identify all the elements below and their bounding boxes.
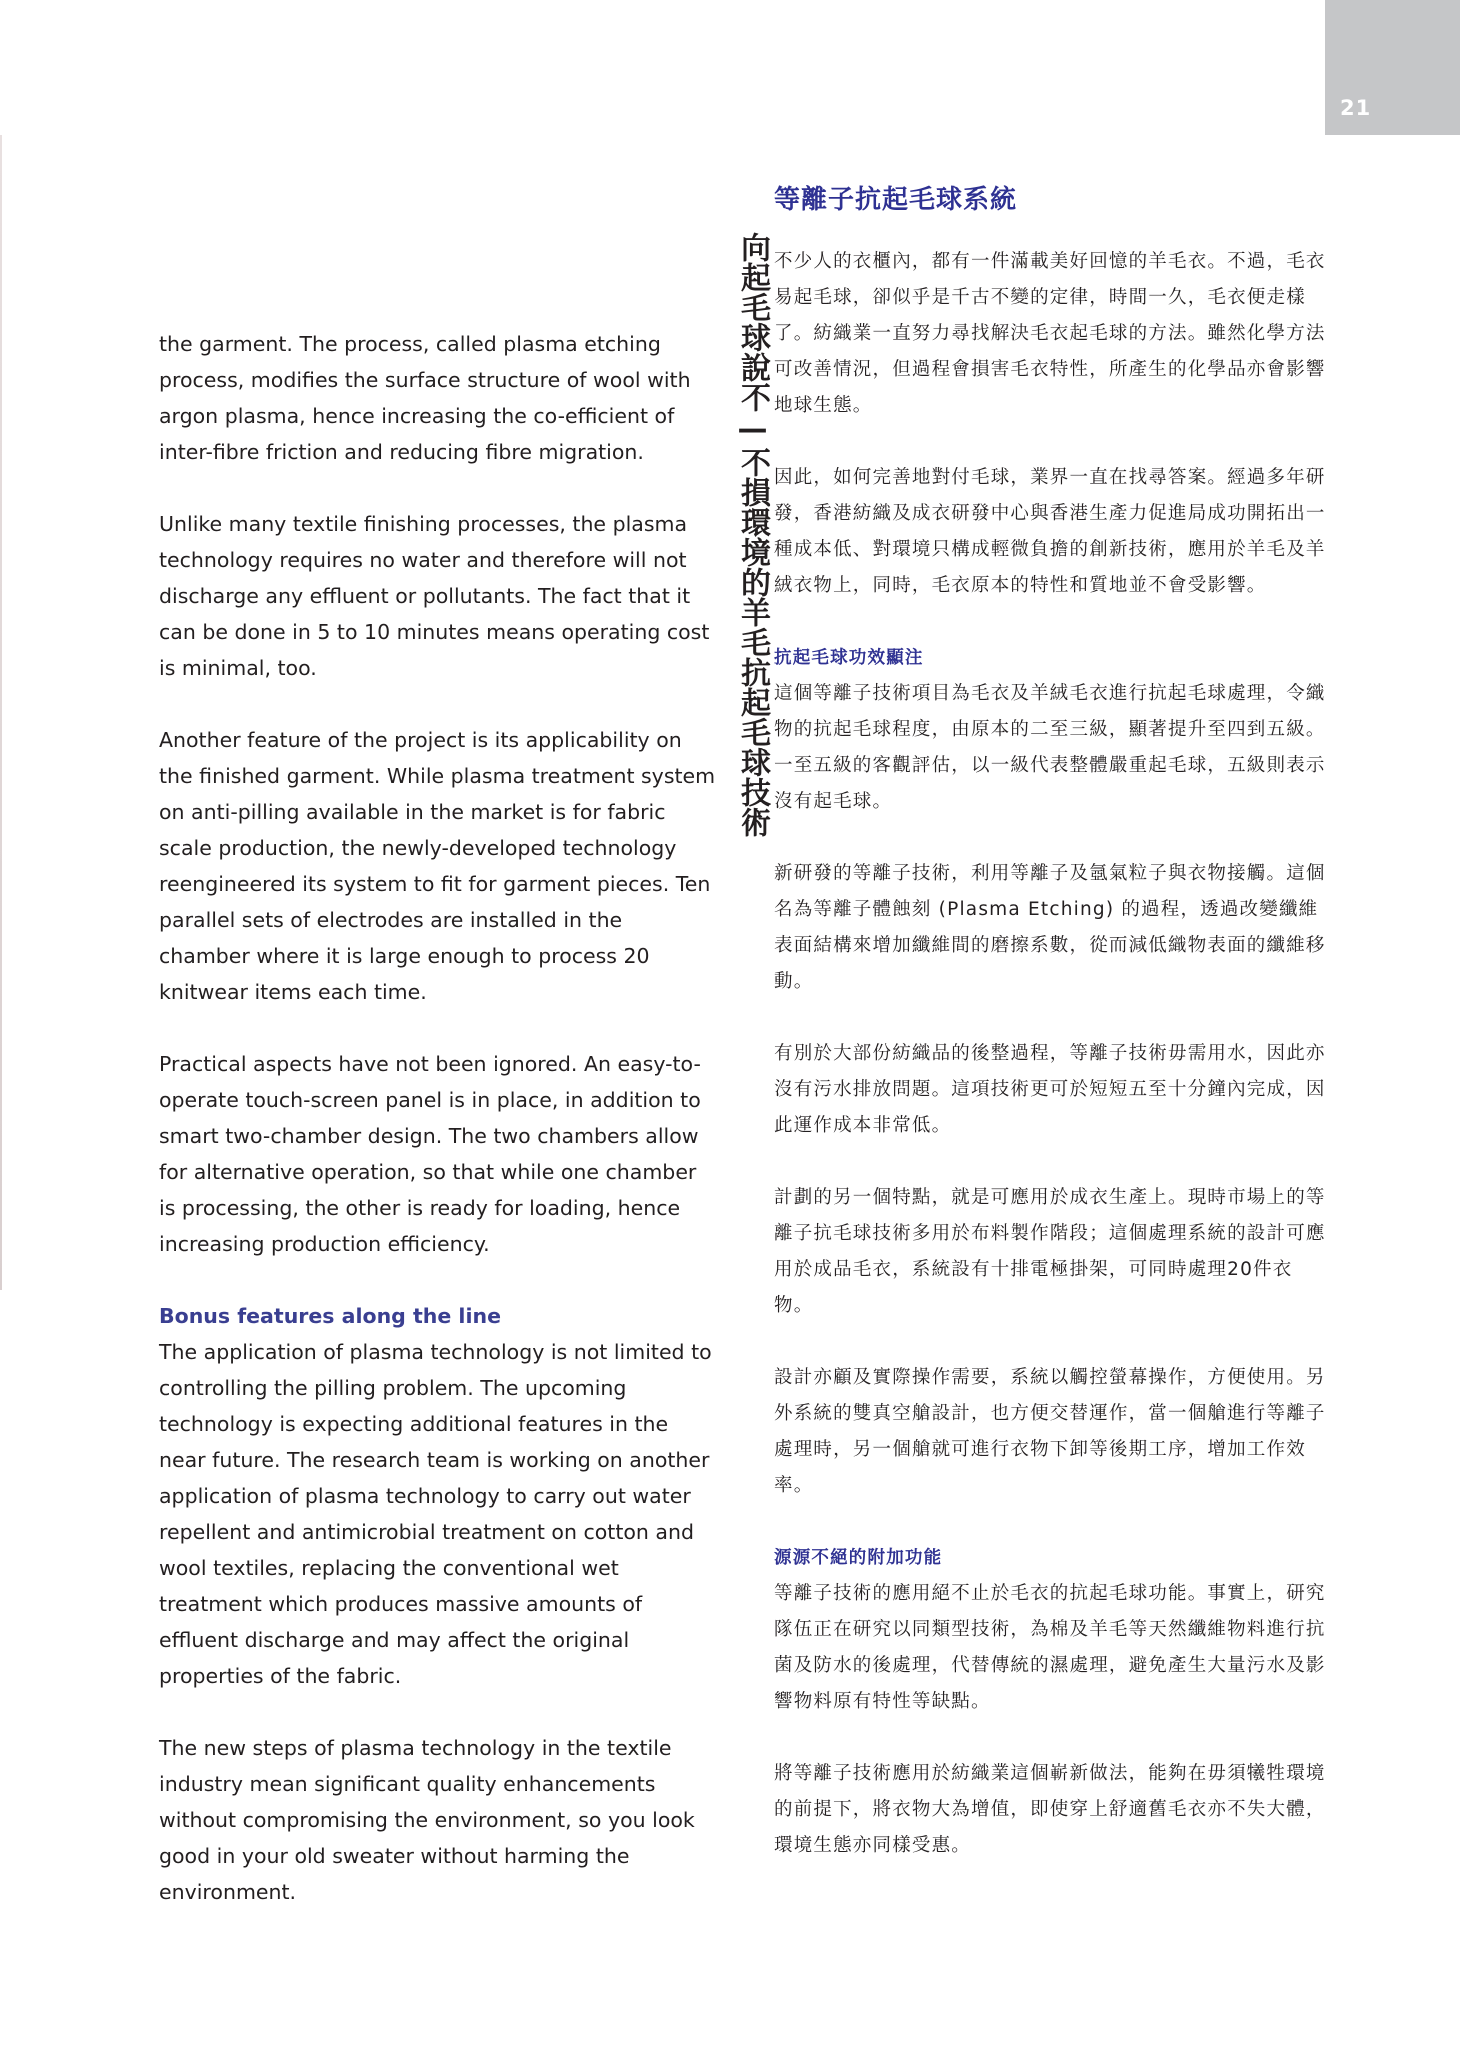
page-edge-line [0, 135, 2, 1290]
chinese-paragraph: 等離子技術的應用絕不止於毛衣的抗起毛球功能。事實上，研究隊伍正在研究以同類型技術，為棉及羊毛等天然纖維物料進行抗菌及防水的後處理，代替傳統的濕處理，避免產生大量污水及影響物料原有特性等缺點。 [774, 1583, 1326, 1712]
chinese-heading: 等離子抗起毛球系統 [774, 185, 1018, 215]
chinese-paragraph: 計劃的另一個特點，就是可應用於成衣生產上。現時市場上的等離子抗毛球技術多用於布料製作階段；這個處理系統的設計可應用於成品毛衣，系統設有十排電極掛架，可同時處理20件衣物。 [774, 1187, 1326, 1316]
chinese-paragraph: 有別於大部份紡織品的後整過程，等離子技術毋需用水，因此亦沒有污水排放問題。這項技術更可於短短五至十分鐘內完成，因此運作成本非常低。 [774, 1043, 1326, 1136]
chinese-paragraph: 設計亦顧及實際操作需要，系統以觸控螢幕操作，方便使用。另外系統的雙真空艙設計，也方便交替運作，當一個艙進行等離子處理時，另一個艙就可進行衣物下卸等後期工序，增加工作效率。 [774, 1367, 1326, 1496]
english-column [159, 326, 719, 1910]
english-paragraph: Practical aspects have not been ignored. An easy-to-operate touch-screen panel is in place, in addition to smart two-chamber design. The two chambers allow for alternative operation, so that while one chamber is processing, the other is ready for loading, hence increasing production efficiency. [159, 1052, 701, 1256]
english-paragraph: the garment. The process, called plasma etching process, modifies the surface structure of wool with argon plasma, hence increasing the co-efficient of inter-fibre friction and reducing fibre migration. [159, 332, 691, 464]
chinese-subheading: 抗起毛球功效顯注 [774, 648, 924, 668]
english-paragraph: Another feature of the project is its applicability on the finished garment. While plasma treatment system on anti-pilling available in the market is for fabric scale production, the newly-developed technology reengineered its system to fit for garment pieces. Ten parallel sets of electrodes are installed in the chamber where it is large enough to process 20 knitwear items each time. [159, 728, 716, 1004]
chinese-paragraph: 不少人的衣櫃內，都有一件滿載美好回憶的羊毛衣。不過，毛衣易起毛球，卻似乎是千古不變的定律，時間一久，毛衣便走樣了。紡織業一直努力尋找解決毛衣起毛球的方法。雖然化學方法可改善情況，但過程會損害毛衣特性，所產生的化學品亦會影響地球生態。 [774, 251, 1326, 416]
chinese-paragraph: 將等離子技術應用於紡織業這個嶄新做法，能夠在毋須犧牲環境的前提下，將衣物大為增值，即使穿上舒適舊毛衣亦不失大體，環境生態亦同樣受惠。 [774, 1763, 1326, 1856]
vertical-article-title: 向起毛球說不—不損環境的羊毛抗起毛球技術 [735, 231, 770, 837]
chinese-subheading: 源源不絕的附加功能 [774, 1548, 943, 1568]
english-paragraph: The application of plasma technology is not limited to controlling the pilling problem. The upcoming technology is expecting additional features in the near future. The research team is working on another application of plasma technology to carry out water repellent and antimicrobial treatment on cotton and wool textiles, replacing the conventional wet treatment which produces massive amounts of effluent discharge and may affect the original properties of the fabric. [159, 1340, 712, 1688]
chinese-column [774, 170, 1328, 1864]
chinese-paragraph: 新研發的等離子技術，利用等離子及氬氣粒子與衣物接觸。這個名為等離子體蝕刻 (Plasma Etching) 的過程，透過改變纖維表面結構來增加纖維間的磨擦系數，從而減低織物表面的纖維移動。 [774, 863, 1326, 992]
page-number: 21 [1340, 96, 1372, 120]
english-paragraph: The new steps of plasma technology in the textile industry mean significant quality enhancements without compromising the environment, so you look good in your old sweater without harming the environment. [159, 1736, 695, 1904]
chinese-paragraph: 這個等離子技術項目為毛衣及羊絨毛衣進行抗起毛球處理，令織物的抗起毛球程度，由原本的二至三級，顯著提升至四到五級。一至五級的客觀評估，以一級代表整體嚴重起毛球，五級則表示沒有起毛球。 [774, 683, 1326, 812]
english-subheading: Bonus features along the line [159, 1304, 501, 1328]
chinese-paragraph: 因此，如何完善地對付毛球，業界一直在找尋答案。經過多年研發，香港紡織及成衣研發中心與香港生產力促進局成功開拓出一種成本低、對環境只構成輕微負擔的創新技術，應用於羊毛及羊絨衣物上，同時，毛衣原本的特性和質地並不會受影響。 [774, 467, 1326, 596]
english-paragraph: Unlike many textile finishing processes, the plasma technology requires no water and therefore will not discharge any effluent or pollutants. The fact that it can be done in 5 to 10 minutes means operating cost is minimal, too. [159, 512, 710, 680]
